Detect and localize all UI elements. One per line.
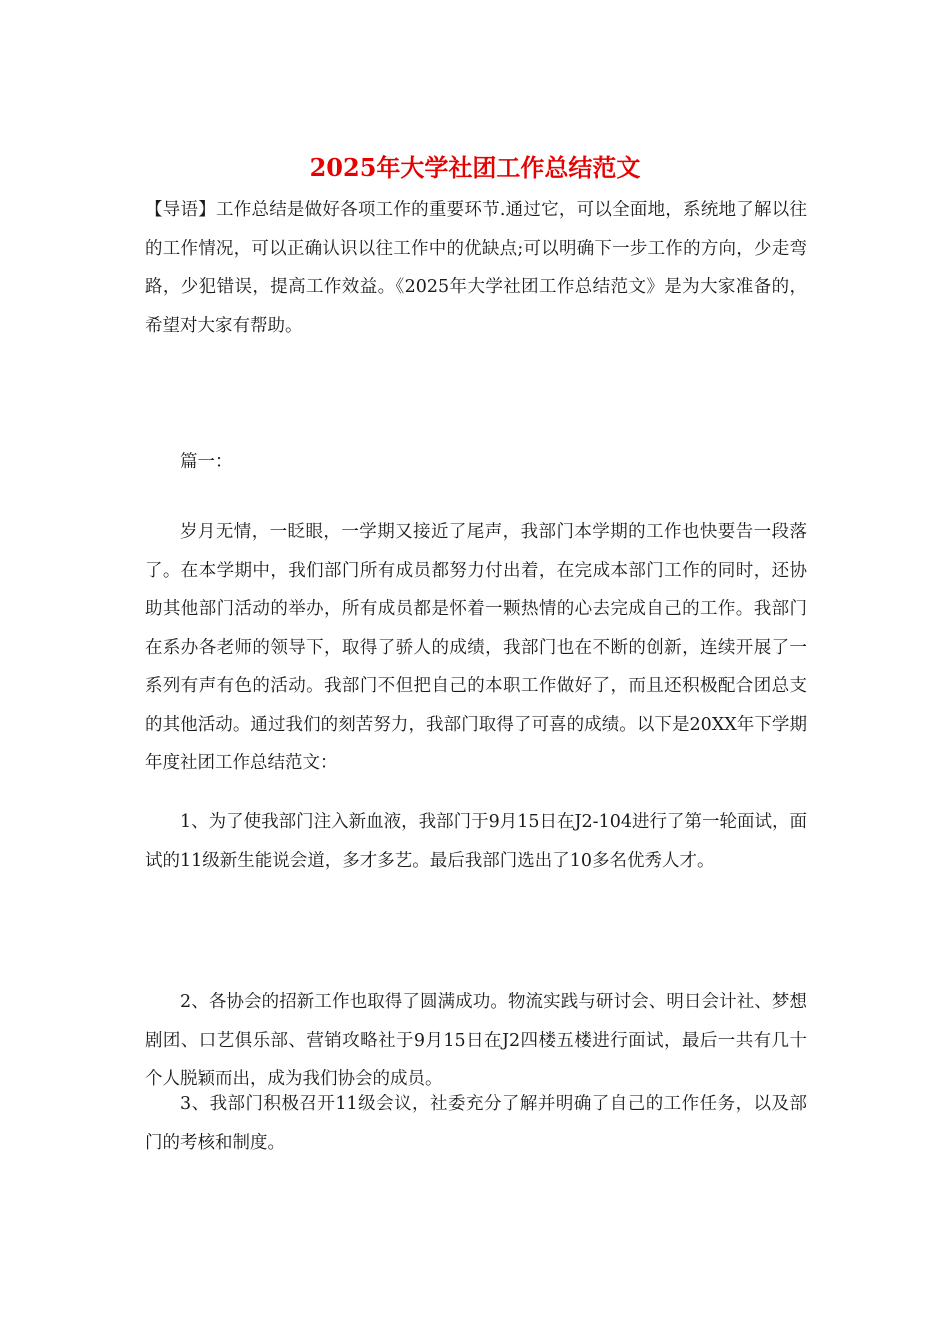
body-paragraph: 岁月无情，一眨眼，一学期又接近了尾声，我部门本学期的工作也快要告一段落了。在本学期中，我们部门所有成员都努力付出着，在完成本部门工作的同时，还协助其他部门活动的举办，所有成员都是怀着一颗热情的心去完成自己的工作。我部门在系办各老师的领导下，取得了骄人的成绩，我部门也在不断的创新，连续开展了一系列有声有色的活动。我部门不但把自己的本职工作做好了，而且还积极配合团总支的其他活动。通过我们的刻苦努力，我部门取得了可喜的成绩。以下是20XX年下学期年度社团工作总结范文： [145, 522, 807, 773]
document-title: 2025年大学社团工作总结范文 [309, 153, 641, 182]
section-heading: 篇一： [180, 452, 233, 472]
list-item-paragraph: 2、各协会的招新工作也取得了圆满成功。物流实践与研讨会、明日会计社、梦想剧团、口艺俱乐部、营销攻略社于9月15日在J2四楼五楼进行面试，最后一共有几十个人脱颖而出，成为我们协会的成员。 [145, 992, 807, 1089]
list-item-paragraph: 3、我部门积极召开11级会议，社委充分了解并明确了自己的工作任务，以及部门的考核和制度。 [145, 1094, 807, 1153]
intro-paragraph: 【导语】工作总结是做好各项工作的重要环节.通过它，可以全面地，系统地了解以往的工作情况，可以正确认识以往工作中的优缺点;可以明确下一步工作的方向，少走弯路，少犯错误，提高工作效益。《2025年大学社团工作总结范文》是为大家准备的，希望对大家有帮助。 [145, 200, 807, 336]
list-item-paragraph: 1、为了使我部门注入新血液，我部门于9月15日在J2-104进行了第一轮面试，面试的11级新生能说会道，多才多艺。最后我部门选出了10多名优秀人才。 [145, 812, 807, 871]
